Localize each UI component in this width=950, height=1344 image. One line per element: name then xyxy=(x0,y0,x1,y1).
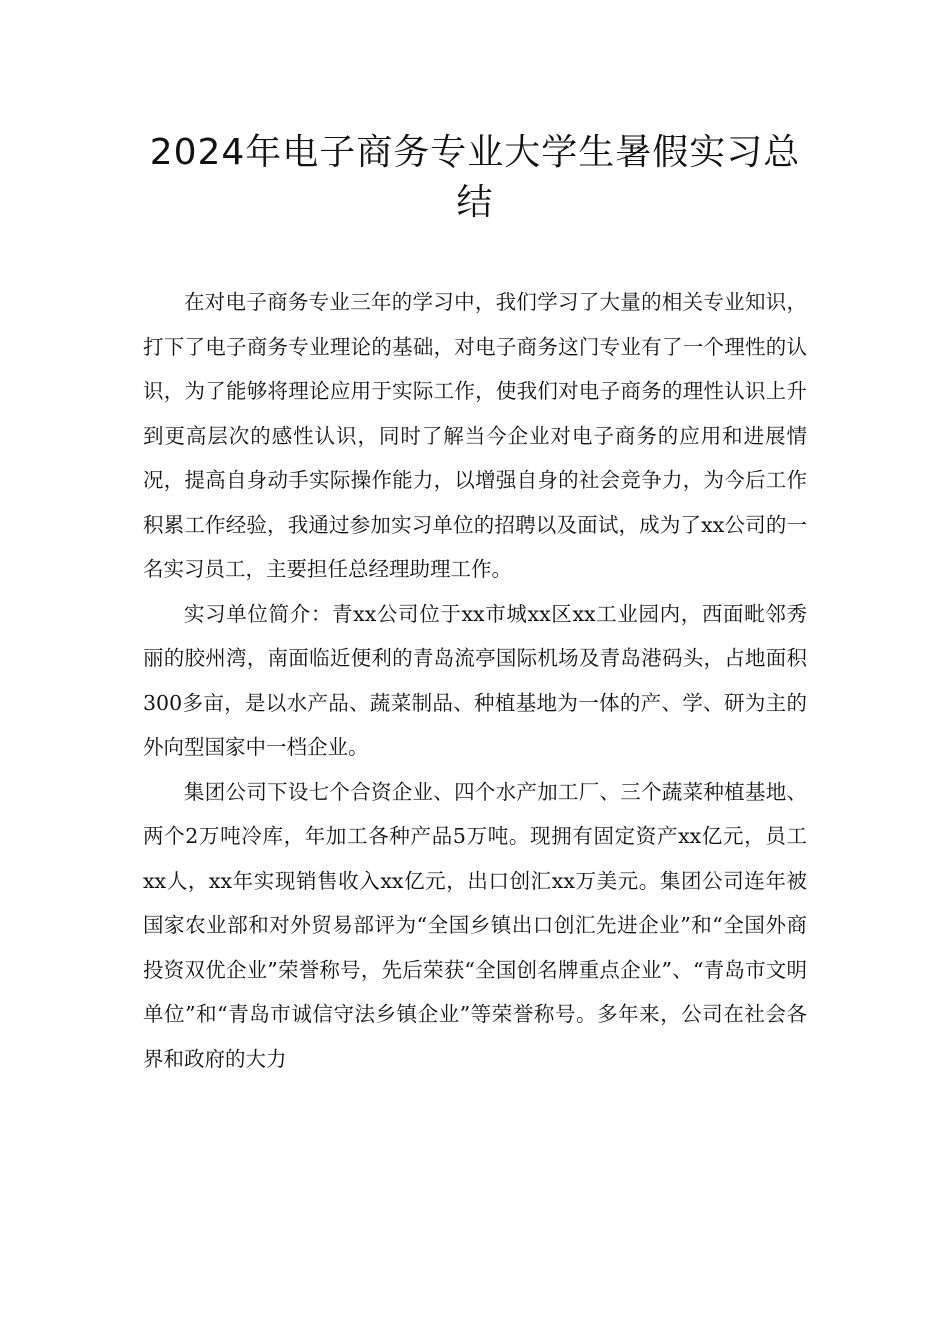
paragraph-group-overview: 集团公司下设七个合资企业、四个水产加工厂、三个蔬菜种植基地、两个2万吨冷库，年加工各种产品5万吨。现拥有固定资产xx亿元，员工xx人，xx年实现销售收入xx亿元，出口创汇xx万美元。集团公司连年被国家农业部和对外贸易部评为“全国乡镇出口创汇先进企业”和“全国外商投资双优企业”荣誉称号，先后荣获“全国创名牌重点企业”、“青岛市文明单位”和“青岛市诚信守法乡镇企业”等荣誉称号。多年来，公司在社会各界和政府的大力 xyxy=(143,779,807,1071)
document-title: 2024年电子商务专业大学生暑假实习总结 xyxy=(149,132,801,223)
paragraph-company-profile: 实习单位简介：青xx公司位于xx市城xx区xx工业园内，西面毗邻秀丽的胶州湾，南面临近便利的青岛流亭国际机场及青岛港码头，占地面积300多亩，是以水产品、蔬菜制品、种植基地为一体的产、学、研为主的外向型国家中一档企业。 xyxy=(143,601,807,759)
document-body xyxy=(143,280,807,1081)
paragraph-intro: 在对电子商务专业三年的学习中，我们学习了大量的相关专业知识，打下了电子商务专业理论的基础，对电子商务这门专业有了一个理性的认识，为了能够将理论应用于实际工作，使我们对电子商务的理性认识上升到更高层次的感性认识，同时了解当今企业对电子商务的应用和进展情况，提高自身动手实际操作能力，以增强自身的社会竞争力，为今后工作积累工作经验，我通过参加实习单位的招聘以及面试，成为了xx公司的一名实习员工，主要担任总经理助理工作。 xyxy=(143,290,807,581)
